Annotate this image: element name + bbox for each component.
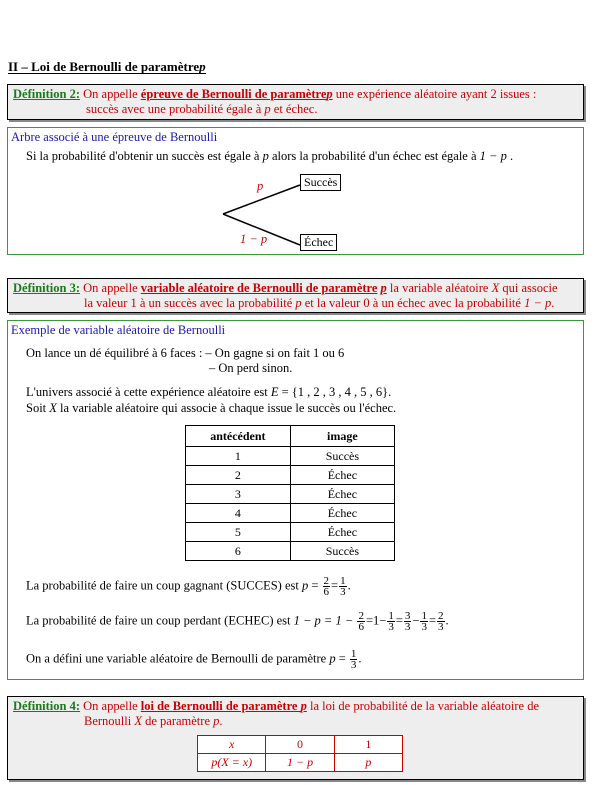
table-row: [186, 504, 395, 523]
example-heading: Exemple de variable aléatoire de Bernoulli: [11, 323, 226, 337]
table-row: [186, 447, 395, 466]
period: .: [347, 578, 351, 593]
definition-4-line2-p: p: [213, 714, 220, 728]
example-line-3-e: E: [270, 385, 279, 399]
table-cell-image: Succès: [290, 542, 394, 561]
definition-3-text-3: qui associe: [499, 281, 558, 295]
prob-lose-text: La probabilité de faire un coup perdant (ECHEC) est: [26, 613, 294, 628]
example-box: [7, 320, 584, 680]
frac-den: 6: [323, 586, 330, 598]
prob-lose-line: [26, 611, 449, 632]
definition-4-label: Définition 4:: [13, 699, 81, 713]
frac-den: 3: [404, 621, 411, 633]
eq-sign: =: [331, 578, 339, 593]
prob-win-text: La probabilité de faire un coup gagnant (SUCCES) est: [26, 578, 302, 593]
law-cell-p: p: [334, 754, 402, 772]
table-cell-antecedent: 5: [186, 523, 291, 542]
example-line-4-c: la variable aléatoire qui associe à chaque issue le succès ou l'échec.: [56, 401, 397, 415]
eq-sign: =: [428, 613, 436, 628]
table-header-antecedent: antécédent: [186, 426, 291, 447]
outcome-table: [185, 425, 395, 561]
definition-2-term-p: p: [326, 87, 333, 101]
frac-num: 1: [340, 575, 346, 587]
definition-3-box: [7, 278, 584, 313]
conclusion-line: [26, 649, 362, 670]
definition-4-term-p: p: [300, 699, 307, 713]
table-cell-antecedent: 2: [186, 466, 291, 485]
example-line-3-c: = {1 , 2 , 3 , 4 , 5 , 6}.: [278, 385, 392, 399]
prob-win-p: p: [301, 578, 309, 593]
conclusion-text: On a défini une variable aléatoire de Bernoulli de paramètre: [26, 651, 330, 666]
frac-den: 3: [350, 659, 357, 671]
table-row: [186, 485, 395, 504]
table-cell-antecedent: 6: [186, 542, 291, 561]
definition-2-line2: [86, 102, 317, 117]
tree-branch-bottom-label: 1 − p: [240, 232, 268, 246]
section-title: [8, 59, 206, 75]
tree-branch-top-label: p: [257, 179, 264, 193]
tree-sentence-p: p: [262, 149, 269, 163]
definition-4-line1: [13, 699, 539, 714]
table-cell-antecedent: 3: [186, 485, 291, 504]
minus: −: [412, 613, 420, 628]
definition-2-line2-b: et échec.: [270, 102, 318, 116]
definition-2-term: épreuve de Bernoulli de paramètre: [140, 87, 327, 101]
definition-3-line2-p: p: [295, 296, 302, 310]
fraction-1-3: [339, 576, 347, 597]
law-cell-x: x: [198, 736, 266, 754]
law-cell-px: p(X = x): [198, 754, 266, 772]
definition-4-line2-c: .: [219, 714, 223, 728]
frac-num: 2: [323, 575, 330, 587]
frac-num: 1: [350, 648, 357, 660]
definition-3-line2-d: .: [551, 296, 555, 310]
table-row: [186, 542, 395, 561]
definition-3-x: X: [491, 281, 500, 295]
example-line-4-a: Soit: [26, 401, 50, 415]
definition-4-term: loi de Bernoulli de paramètre: [140, 699, 301, 713]
definition-3-label: Définition 3:: [13, 281, 81, 295]
eq-sign: =: [365, 613, 373, 628]
definition-4-line2: [84, 714, 223, 729]
law-table-row-p: [198, 754, 403, 772]
section-title-text: II – Loi de Bernoulli de paramètre: [8, 59, 200, 74]
fraction-2-3: [437, 611, 445, 632]
definition-2-line2-a: succès avec une probabilité égale à: [86, 102, 265, 116]
frac-den: 3: [388, 621, 394, 633]
fraction-3-3: [404, 611, 412, 632]
law-cell-0: 0: [266, 736, 334, 754]
example-line-4: [26, 401, 396, 416]
frac-num: 1: [421, 610, 427, 622]
conclusion-eq: =: [335, 651, 349, 666]
period: .: [445, 613, 449, 628]
definition-3-text: On appelle: [80, 281, 141, 295]
definition-2-text: On appelle: [83, 87, 141, 101]
table-cell-image: Échec: [290, 466, 394, 485]
prob-win-line: [26, 576, 351, 597]
example-line-4-x: X: [49, 401, 57, 415]
frac-num: 2: [438, 610, 444, 622]
table-cell-image: Échec: [290, 504, 394, 523]
definition-4-line2-b: de paramètre: [141, 714, 214, 728]
definition-4-line2-a: Bernoulli: [84, 714, 135, 728]
law-cell-1: 1: [334, 736, 402, 754]
tree-heading: Arbre associé à une épreuve de Bernoulli: [11, 130, 218, 144]
section-title-param: p: [199, 59, 206, 74]
prob-win-eq: =: [308, 578, 322, 593]
example-line-1: On lance un dé équilibré à 6 faces : – On gagne si on fait 1 ou 6: [26, 346, 345, 360]
bernoulli-law-table: [197, 735, 403, 772]
conclusion-p: p: [329, 651, 336, 666]
definition-2-label: Définition 2:: [13, 87, 81, 101]
definition-2-line2-p: p: [264, 102, 271, 116]
example-line-2: – On perd sinon.: [209, 361, 293, 375]
definition-3-term: variable aléatoire de Bernoulli de paramètre: [140, 281, 378, 295]
tree-sentence-b: alors la probabilité d'un échec est égale à: [268, 149, 480, 163]
law-table-row-x: [198, 736, 403, 754]
table-row: [186, 466, 395, 485]
definition-3-line2: [84, 296, 554, 311]
definition-3-line2-b: et la valeur 0 à un échec avec la probabilité: [301, 296, 525, 310]
definition-3-line2-c: 1 − p: [524, 296, 552, 310]
fraction-2-6: [357, 611, 365, 632]
definition-4-text-2: la loi de probabilité de la variable aléatoire de: [309, 699, 540, 713]
fraction-2-6: [323, 576, 331, 597]
table-header-row: [186, 426, 395, 447]
table-cell-image: Succès: [290, 447, 394, 466]
tree-node-success: Succès: [300, 174, 341, 191]
fraction-1-3: [350, 649, 358, 670]
probability-tree: [8, 128, 583, 254]
one: 1: [373, 613, 380, 628]
prob-lose-expr: 1 − p = 1 −: [293, 613, 357, 628]
definition-2-text-2: une expérience aléatoire ayant 2 issues :: [332, 87, 537, 101]
frac-den: 3: [438, 621, 444, 633]
fraction-1-3: [387, 611, 395, 632]
example-line-3-a: L'univers associé à cette expérience aléatoire est: [26, 385, 271, 399]
frac-num: 3: [404, 610, 411, 622]
example-line-3: [26, 385, 391, 400]
tree-sentence-d: .: [506, 149, 514, 163]
table-cell-antecedent: 1: [186, 447, 291, 466]
definition-4-line2-x: X: [134, 714, 142, 728]
frac-den: 6: [358, 621, 364, 633]
table-header-image: image: [290, 426, 394, 447]
tree-sentence-c: 1 − p: [479, 149, 507, 163]
definition-3-text-2: la variable aléatoire: [386, 281, 492, 295]
frac-num: 2: [358, 610, 364, 622]
table-row: [186, 523, 395, 542]
frac-den: 3: [421, 621, 427, 633]
definition-3-term-p: p: [380, 281, 387, 295]
frac-den: 3: [340, 586, 346, 598]
definition-2-line1: [13, 87, 536, 102]
definition-4-text: On appelle: [80, 699, 141, 713]
fraction-1-3: [420, 611, 428, 632]
table-cell-image: Échec: [290, 485, 394, 504]
law-cell-1-minus-p: 1 − p: [266, 754, 334, 772]
table-cell-image: Échec: [290, 523, 394, 542]
eq-sign: =: [395, 613, 403, 628]
definition-4-box: [7, 696, 584, 780]
tree-sentence-a: Si la probabilité d'obtenir un succès est égale à: [26, 149, 263, 163]
table-cell-antecedent: 4: [186, 504, 291, 523]
definition-3-line2-a: la valeur 1 à un succès avec la probabilité: [84, 296, 296, 310]
period: .: [358, 651, 362, 666]
definition-2-box: [7, 84, 584, 120]
definition-3-line1: [13, 281, 558, 296]
tree-node-failure: Échec: [300, 234, 337, 251]
frac-num: 1: [388, 610, 394, 622]
minus: −: [379, 613, 387, 628]
tree-example-box: [7, 127, 584, 255]
